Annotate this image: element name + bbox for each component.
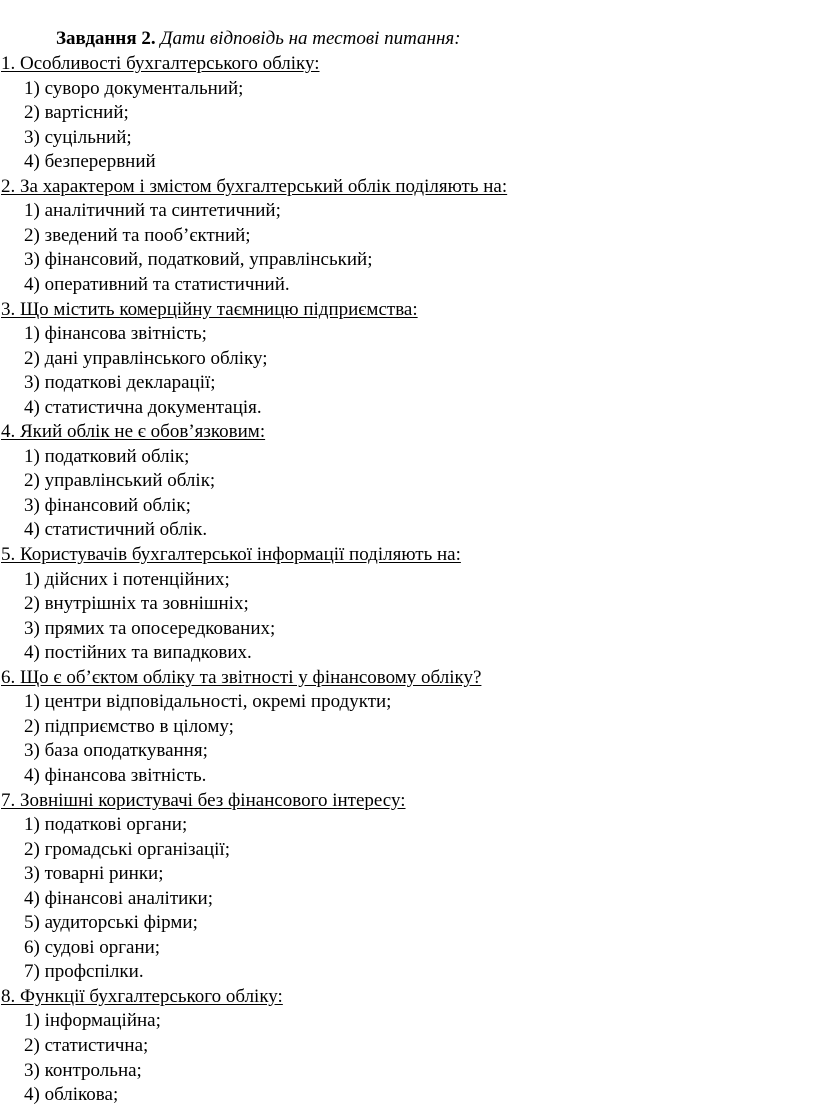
answer-option: 4) фінансова звітність. [24,764,207,786]
answer-option: 7) профспілки. [24,961,144,983]
answer-option: 1) податковий облік; [24,445,190,467]
answer-option: 2) громадські організації; [24,838,230,860]
question-7: 7. Зовнішні користувачі без фінансового інтересу: [1,789,406,811]
answer-option: 4) облікова; [24,1084,119,1106]
answer-option: 2) управлінський облік; [24,470,216,492]
answer-option: 3) прямих та опосередкованих; [24,617,276,639]
question-2: 2. За характером і змістом бухгалтерський облік поділяють на: [1,175,508,197]
answer-option: 1) дійсних і потенційних; [24,568,230,590]
answer-option: 1) аналітичний та синтетичний; [24,200,281,222]
question-4: 4. Який облік не є обов’язковим: [1,421,266,443]
answer-option: 3) податкові декларації; [24,372,216,394]
question-5: 5. Користувачів бухгалтерської інформації поділяють на: [1,544,461,565]
answer-option: 4) статистичний облік. [24,519,208,541]
answer-option: 3) база оподаткування; [24,740,208,762]
answer-option: 1) інформаційна; [24,1010,161,1032]
answer-option: 2) вартісний; [24,102,129,124]
task-instruction: Дати відповідь на тестові питання: [160,28,461,49]
answer-option: 4) фінансові аналітики; [24,887,213,909]
answer-option: 4) безперервний [24,151,156,173]
answer-option: 4) оперативний та статистичний. [24,273,290,295]
answer-option: 1) податкові органи; [24,814,188,836]
answer-option: 3) суцільний; [24,126,132,148]
answer-option: 6) судові органи; [24,936,161,958]
answer-option: 3) фінансовий облік; [24,494,191,516]
answer-option: 2) дані управлінського обліку; [24,347,268,369]
question-6: 6. Що є об’єктом обліку та звітності у фінансовому обліку? [1,666,482,688]
answer-option: 2) підприємство в цілому; [24,715,234,737]
answer-option: 1) суворо документальний; [24,77,244,99]
task-heading [56,26,461,51]
answer-option: 3) контрольна; [24,1059,142,1081]
answer-option: 5) аудиторські фірми; [24,912,198,934]
answer-option: 2) статистична; [24,1035,149,1056]
question-1: 1. Особливості бухгалтерського обліку: [1,53,320,74]
answer-option: 4) постійних та випадкових. [24,642,252,664]
answer-option: 1) центри відповідальності, окремі продукти; [24,691,392,713]
task-label: Завдання 2. [56,28,156,49]
answer-option: 3) товарні ринки; [24,863,164,885]
answer-option: 1) фінансова звітність; [24,323,207,345]
question-3: 3. Що містить комерційну таємницю підприємства: [1,298,418,320]
question-8: 8. Функції бухгалтерського обліку: [1,985,283,1007]
answer-option: 3) фінансовий, податковий, управлінський; [24,249,373,271]
answer-option: 4) статистична документація. [24,396,262,418]
answer-option: 2) зведений та пооб’єктний; [24,224,251,246]
answer-option: 2) внутрішніх та зовнішніх; [24,593,249,615]
